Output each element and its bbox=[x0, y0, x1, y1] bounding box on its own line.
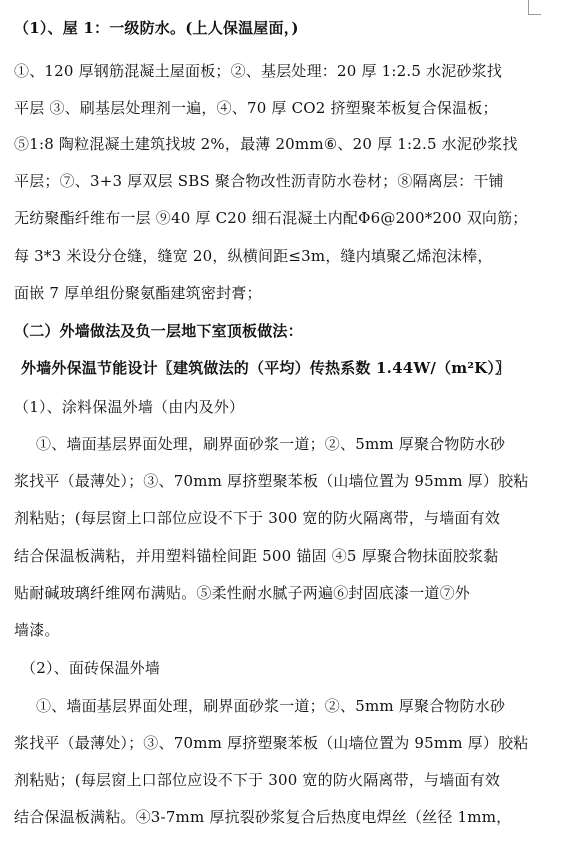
roof-spec-line-3: ⑤1:8 陶粒混凝土建筑找坡 2%，最薄 20mm⑥、20 厚 1:2.5 水泥砂浆找 bbox=[14, 135, 518, 153]
wall-section-title: （二）外墙做法及负一层地下室顶板做法： bbox=[14, 322, 303, 340]
roof-spec-line-4: 平层；⑦、3+3 厚双层 SBS 聚合物改性沥青防水卷材；⑧隔离层：干铺 bbox=[14, 172, 504, 190]
tile-wall-line-1: ①、墙面基层界面处理，刷界面砂浆一道；②、5mm 厚聚合物防水砂 bbox=[36, 697, 506, 715]
roof-section-title: （1）、屋 1：一级防水。(上人保温屋面，) bbox=[14, 19, 299, 37]
paint-wall-line-6: 墙漆。 bbox=[14, 621, 60, 639]
paint-wall-heading: （1）、涂料保温外墙（由内及外） bbox=[14, 398, 245, 416]
page-corner-mark bbox=[528, 0, 541, 15]
tile-wall-heading: （2）、面砖保温外墙 bbox=[21, 659, 161, 677]
tile-wall-line-4: 结合保温板满粘。④3-7mm 厚抗裂砂浆复合后热度电焊丝（丝径 1mm， bbox=[14, 808, 512, 826]
paint-wall-line-4: 结合保温板满粘，并用塑料锚栓间距 500 锚固 ④5 厚聚合物抹面胶浆黏 bbox=[14, 547, 499, 565]
roof-spec-line-1: ①、120 厚钢筋混凝土屋面板；②、基层处理：20 厚 1:2.5 水泥砂浆找 bbox=[14, 62, 503, 80]
roof-spec-line-5: 无纺聚酯纤维布一层 ⑨40 厚 C20 细石混凝土内配Φ6@200*200 双向筋； bbox=[14, 209, 528, 227]
energy-design-heading: 外墙外保温节能设计〖建筑做法的（平均）传热系数 1.44W/（m²K）〗 bbox=[21, 359, 511, 377]
paint-wall-line-5: 贴耐碱玻璃纤维网布满贴。⑤柔性耐水腻子两遍⑥封固底漆一道⑦外 bbox=[14, 584, 471, 602]
paint-wall-line-3: 剂粘贴；(每层窗上口部位应设不下于 300 宽的防火隔离带，与墙面有效 bbox=[14, 509, 501, 527]
paint-wall-line-1: ①、墙面基层界面处理，刷界面砂浆一道；②、5mm 厚聚合物防水砂 bbox=[36, 435, 506, 453]
paint-wall-line-2: 浆找平（最薄处）；③、70mm 厚挤塑聚苯板（山墙位置为 95mm 厚）胶粘 bbox=[14, 472, 529, 490]
roof-spec-line-6: 每 3*3 米设分仓缝，缝宽 20，纵横间距≤3m，缝内填聚乙烯泡沫棒， bbox=[14, 247, 493, 265]
roof-spec-line-7: 面嵌 7 厚单组份聚氨酯建筑密封膏； bbox=[14, 284, 262, 302]
tile-wall-line-2: 浆找平（最薄处）；③、70mm 厚挤塑聚苯板（山墙位置为 95mm 厚）胶粘 bbox=[14, 734, 529, 752]
tile-wall-line-3: 剂粘贴；(每层窗上口部位应设不下于 300 宽的防火隔离带，与墙面有效 bbox=[14, 771, 501, 789]
roof-spec-line-2: 平层 ③、刷基层处理剂一遍，④、70 厚 CO2 挤塑聚苯板复合保温板； bbox=[14, 99, 498, 117]
